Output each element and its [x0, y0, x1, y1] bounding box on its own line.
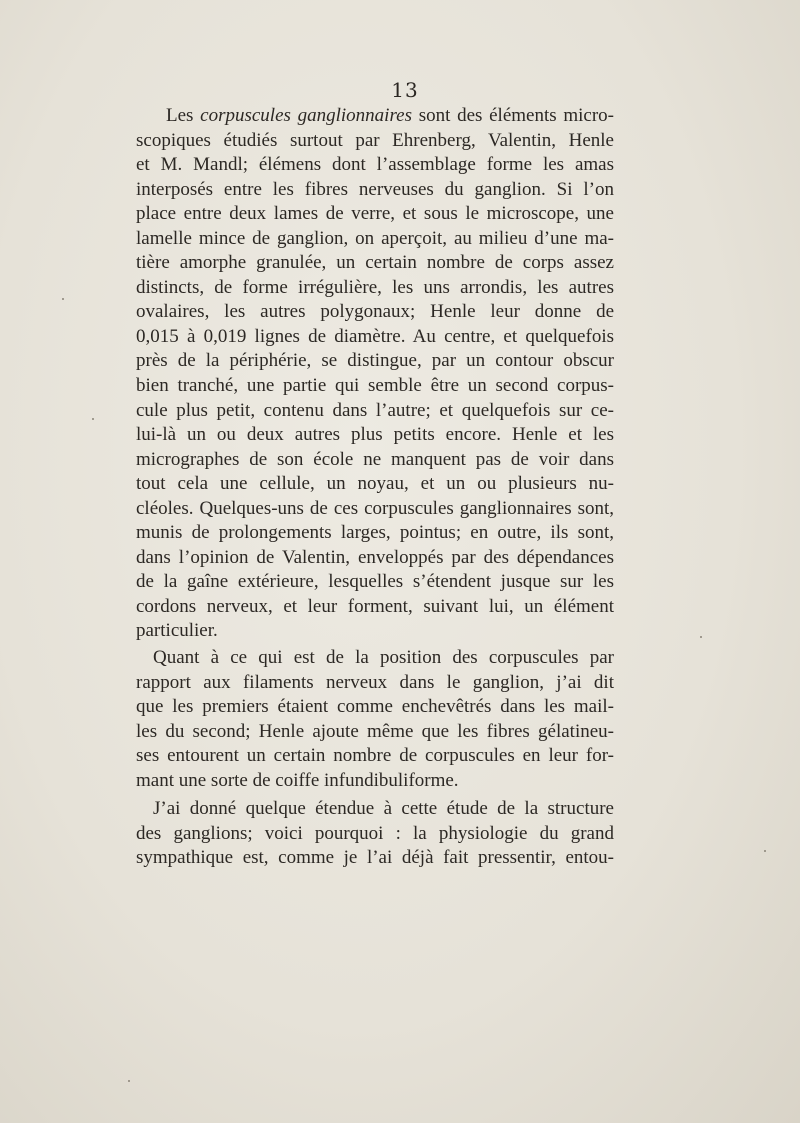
text-line: 0,015 à 0,019 lignes de diamètre. Au centre, et quelquefois [136, 325, 614, 347]
text-line: près de la périphérie, se distingue, par un contour obscur [136, 350, 614, 372]
paragraph-3 [136, 797, 614, 871]
text-line: des ganglions; voici pourquoi : la physiologie du grand [136, 822, 614, 844]
text-line: tout cela une cellule, un noyau, et un ou plusieurs nu- [136, 473, 614, 495]
italic-term: corpuscules ganglionnaires [200, 105, 412, 126]
text-line: dans l’opinion de Valentin, enveloppés par des dépendances [136, 546, 614, 568]
paper-speck [92, 418, 94, 420]
text-line: interposés entre les fibres nerveuses du ganglion. Si l’on [136, 178, 614, 200]
page-number: 13 [391, 78, 419, 102]
text-line: bien tranché, une partie qui semble être un second corpus- [136, 375, 614, 397]
text-line: ses entourent un certain nombre de corpuscules en leur for- [136, 745, 614, 767]
text-line: particulier. [136, 620, 218, 642]
body-text [136, 104, 614, 871]
text-line: lamelle mince de ganglion, on aperçoit, au milieu d’une ma- [136, 227, 614, 249]
text-line: micrographes de son école ne manquent pas de voir dans [136, 448, 614, 470]
text-line: et M. Mandl; élémens dont l’assemblage forme les amas [136, 154, 614, 176]
text-line: les du second; Henle ajoute même que les fibres gélatineu- [136, 720, 614, 742]
text-line: Quant à ce qui est de la position des corpuscules par [153, 647, 614, 669]
text-line: scopiques étudiés surtout par Ehrenberg, Valentin, Henle [136, 129, 614, 151]
text-line: rapport aux filaments nerveux dans le ganglion, j’ai dit [136, 671, 614, 693]
text-line: de la gaîne extérieure, lesquelles s’étendent jusque sur les [136, 571, 614, 593]
paper-speck [128, 1080, 130, 1082]
text-line: sympathique est, comme je l’ai déjà fait pressentir, entou- [136, 847, 614, 869]
text-line: place entre deux lames de verre, et sous le microscope, une [136, 203, 614, 225]
text-line: J’ai donné quelque étendue à cette étude de la structure [153, 798, 614, 820]
text-line: munis de prolongements larges, pointus; en outre, ils sont, [136, 522, 614, 544]
paper-speck [764, 850, 766, 852]
text-line: mant une sorte de coiffe infundibuliforme. [136, 769, 459, 791]
text-line: que les premiers étaient comme enchevêtrés dans les mail- [136, 696, 614, 718]
text-line: Les corpuscules ganglionnaires sont des éléments micro- [166, 105, 614, 126]
paper-speck [62, 298, 64, 300]
text-line: cléoles. Quelques-uns de ces corpuscules ganglionnaires sont, [136, 497, 614, 519]
text-line: cordons nerveux, et leur forment, suivant lui, un élément [136, 595, 614, 617]
paper-speck [700, 636, 702, 638]
paragraph-1 [136, 104, 614, 644]
paragraph-2 [136, 646, 614, 793]
text-line: distincts, de forme irrégulière, les uns arrondis, les autres [136, 276, 614, 298]
text-line: tière amorphe granulée, un certain nombre de corps assez [136, 252, 614, 274]
text-line: lui-là un ou deux autres plus petits encore. Henle et les [136, 424, 614, 446]
text-line: cule plus petit, contenu dans l’autre; et quelquefois sur ce- [136, 399, 614, 421]
text-line: ovalaires, les autres polygonaux; Henle leur donne de [136, 301, 614, 323]
